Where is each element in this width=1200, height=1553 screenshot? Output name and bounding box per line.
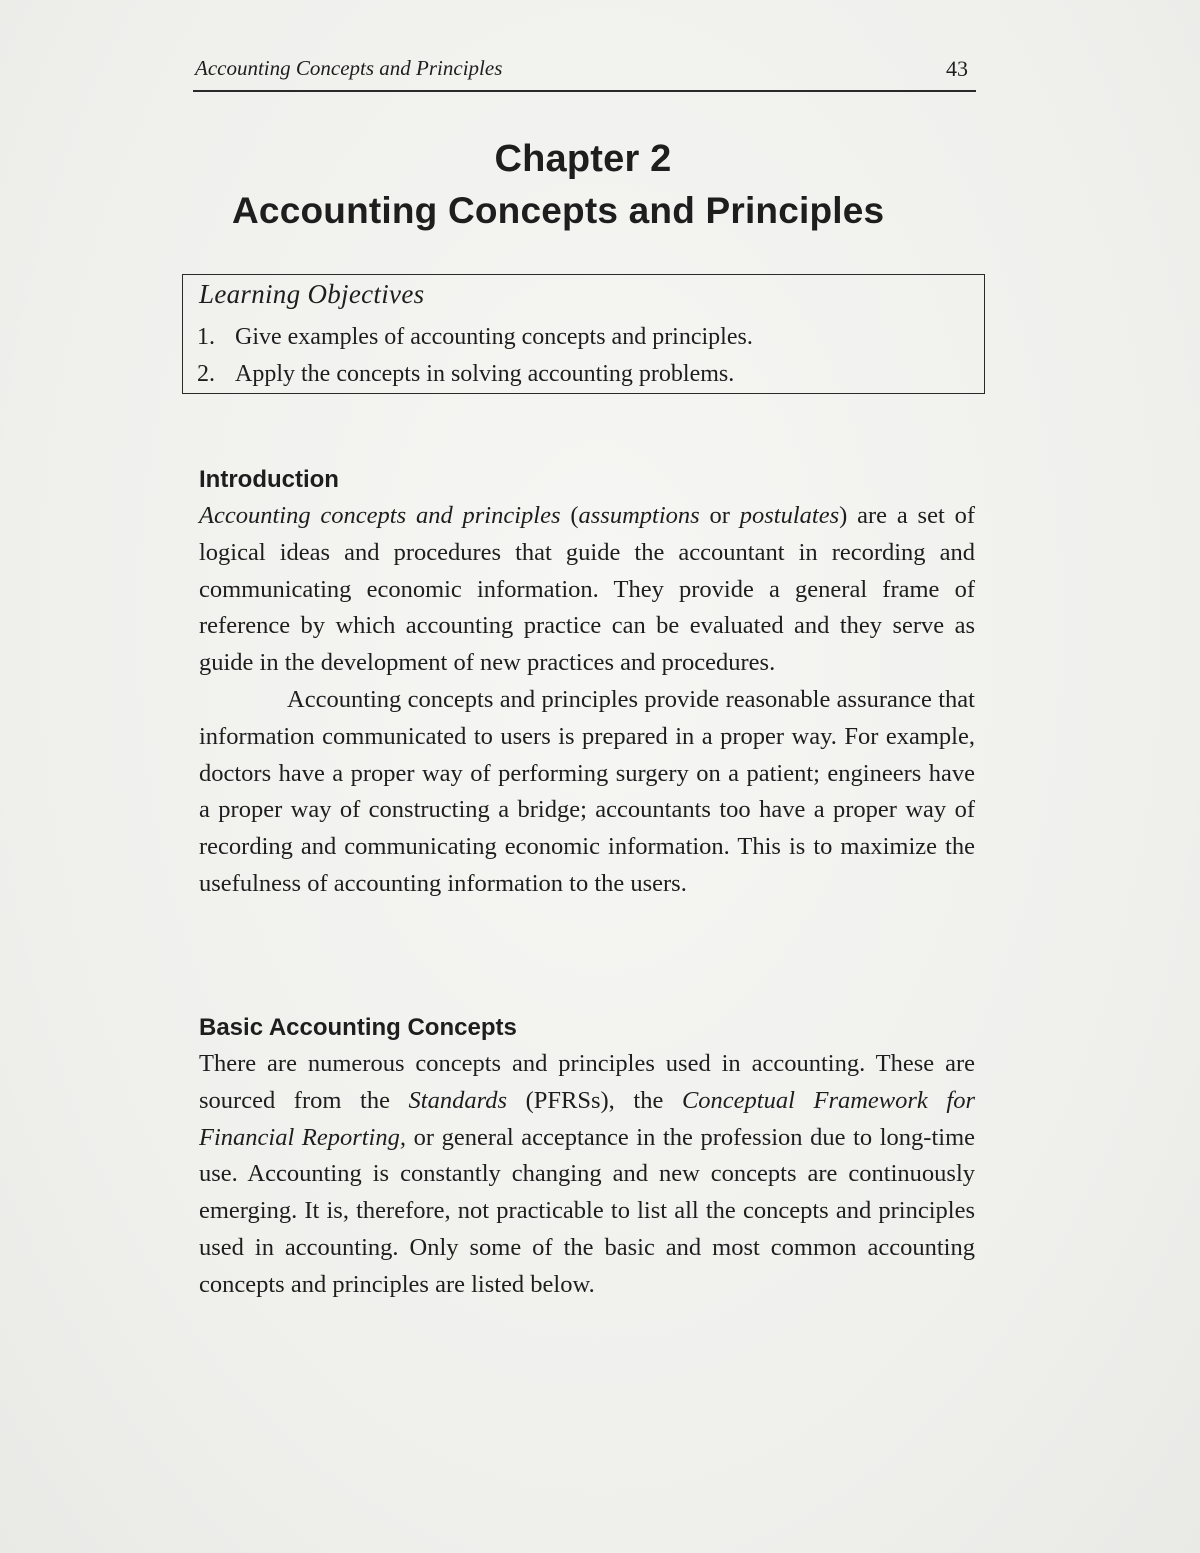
basic-concepts-text-start: There are numerous concepts and principles used in accounting. These are sourced from the bbox=[199, 1050, 975, 1114]
introduction-section bbox=[199, 466, 975, 903]
introduction-heading: Introduction bbox=[199, 466, 339, 493]
objective-number: 2. bbox=[197, 361, 215, 387]
chapter-label: Chapter 2 bbox=[494, 138, 672, 180]
running-title: Accounting Concepts and Principles bbox=[195, 56, 503, 80]
term-standards: Standards bbox=[408, 1086, 508, 1114]
learning-objectives-box bbox=[182, 274, 985, 394]
basic-concepts-heading: Basic Accounting Concepts bbox=[199, 1014, 517, 1041]
term-conceptual-framework: Conceptual Framework for Financial Reporting, bbox=[199, 1086, 975, 1151]
objective-number: 1. bbox=[197, 324, 215, 350]
introduction-paragraph-1 bbox=[199, 498, 975, 682]
introduction-paragraph-2: Accounting concepts and principles provide reasonable assurance that information communicated to users is prepared in a proper way. For example, doctors have a proper way of performing surgery on a patient; engineers have a proper way of constructing a bridge; accountants too have a proper way of recording and communicating economic information. This is to maximize the usefulness of accounting information to the users. bbox=[199, 685, 975, 897]
introduction-paragraph-1-rest: ) are a set of logical ideas and procedures that guide the accountant in recording and communicating economic information. They provide a general frame of reference by which accounting practice can be evaluated and they serve as guide in the development of new practices and procedures. bbox=[199, 502, 975, 677]
term-assumptions: assumptions bbox=[578, 502, 700, 529]
paren-open: ( bbox=[570, 502, 579, 529]
objective-text: Apply the concepts in solving accounting problems. bbox=[235, 361, 735, 387]
learning-objectives-heading: Learning Objectives bbox=[199, 279, 425, 309]
objective-item bbox=[197, 319, 753, 356]
word-or: or bbox=[699, 502, 740, 529]
basic-concepts-text-end: or general acceptance in the profession due to long-time use. Accounting is constantly changing and new concepts are continuously emerging. It is, therefore, not practicable to list all the concepts and principles used in accounting. Only some of the basic and most common accounting concepts and principles are listed below. bbox=[199, 1123, 976, 1298]
basic-concepts-section bbox=[199, 1014, 975, 1304]
basic-concepts-text-mid: (PFRSs), the bbox=[507, 1086, 682, 1114]
learning-objectives-list bbox=[197, 319, 753, 393]
term-postulates: postulates bbox=[739, 502, 840, 529]
basic-concepts-paragraph bbox=[199, 1046, 975, 1304]
term-accounting-concepts: Accounting concepts and principles bbox=[199, 502, 561, 529]
running-header bbox=[193, 50, 976, 92]
chapter-title: Accounting Concepts and Principles bbox=[232, 190, 885, 231]
page-number: 43 bbox=[946, 56, 968, 81]
objective-text: Give examples of accounting concepts and principles. bbox=[235, 324, 753, 350]
objective-item bbox=[197, 356, 753, 393]
